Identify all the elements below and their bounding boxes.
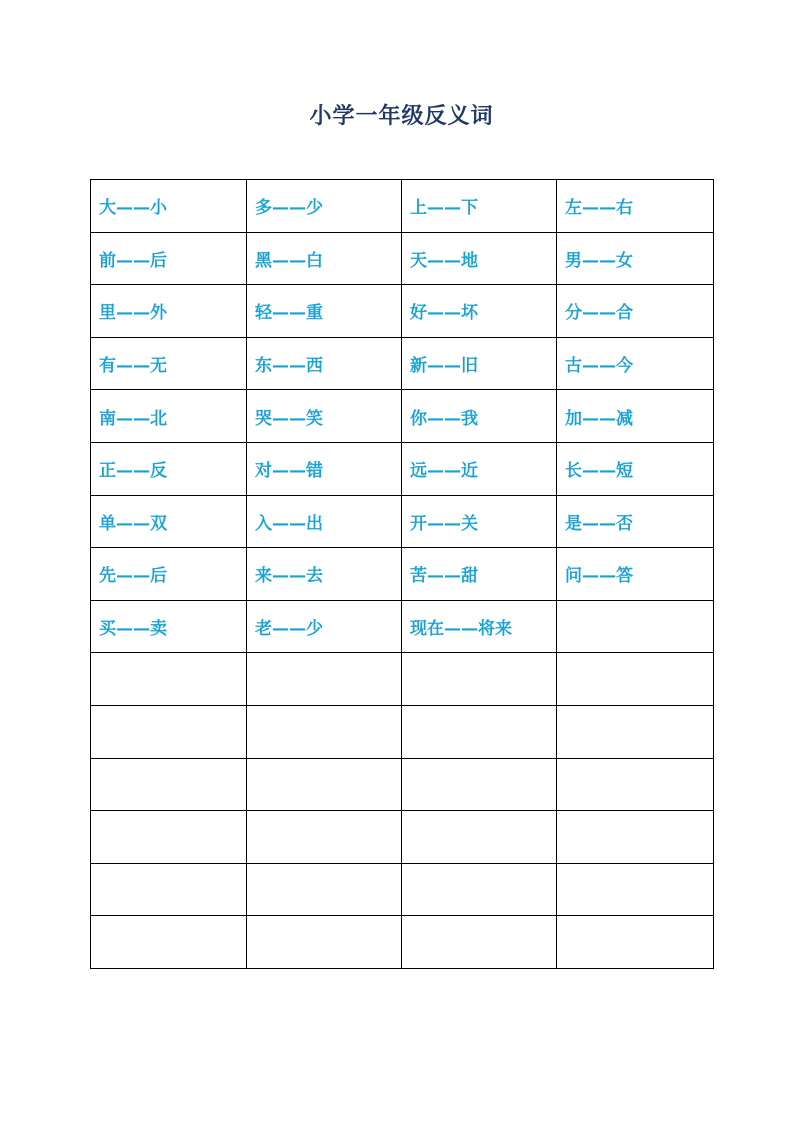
table-row: [91, 758, 714, 811]
antonym-pair-cell: [557, 863, 714, 916]
antonym-pair-cell: [247, 811, 402, 864]
antonym-pair-cell: [557, 811, 714, 864]
table-row: [91, 811, 714, 864]
table-row: [91, 863, 714, 916]
antonym-pair-cell: 先——后: [91, 548, 247, 601]
antonym-pair-cell: [91, 758, 247, 811]
antonym-pair-cell: [557, 600, 714, 653]
antonym-pair-cell: 轻——重: [247, 285, 402, 338]
antonym-pair-cell: [402, 653, 557, 706]
antonym-pair-cell: 天——地: [402, 232, 557, 285]
antonym-pair-cell: 开——关: [402, 495, 557, 548]
antonym-pair-cell: 你——我: [402, 390, 557, 443]
antonym-pair-cell: 男——女: [557, 232, 714, 285]
antonym-pair-cell: [247, 863, 402, 916]
table-row: [91, 548, 714, 601]
antonym-pair-cell: [91, 653, 247, 706]
antonym-pair-cell: 加——减: [557, 390, 714, 443]
antonym-pair-cell: [91, 916, 247, 969]
antonym-pair-cell: 来——去: [247, 548, 402, 601]
antonym-pair-cell: 单——双: [91, 495, 247, 548]
table-row: [91, 232, 714, 285]
antonym-pair-cell: [557, 705, 714, 758]
antonym-pair-cell: 好——坏: [402, 285, 557, 338]
table-row: [91, 600, 714, 653]
antonym-pair-cell: 有——无: [91, 337, 247, 390]
antonym-pair-cell: 东——西: [247, 337, 402, 390]
antonym-pair-cell: [247, 653, 402, 706]
antonym-pair-cell: 现在——将来: [402, 600, 557, 653]
antonym-pair-cell: 是——否: [557, 495, 714, 548]
table-row: [91, 390, 714, 443]
antonym-pair-cell: 新——旧: [402, 337, 557, 390]
antonym-pair-cell: [91, 811, 247, 864]
table-row: [91, 285, 714, 338]
antonym-pair-cell: 买——卖: [91, 600, 247, 653]
antonym-pair-cell: 长——短: [557, 442, 714, 495]
antonym-pair-cell: [247, 916, 402, 969]
antonym-pair-cell: 分——合: [557, 285, 714, 338]
antonym-pair-cell: [402, 863, 557, 916]
antonym-pair-cell: 前——后: [91, 232, 247, 285]
antonym-pair-cell: [557, 653, 714, 706]
antonym-pair-cell: 问——答: [557, 548, 714, 601]
antonym-pair-cell: 左——右: [557, 180, 714, 233]
antonym-pair-cell: [247, 758, 402, 811]
antonym-pair-cell: [557, 758, 714, 811]
antonym-pair-cell: [557, 916, 714, 969]
antonym-pair-cell: 黑——白: [247, 232, 402, 285]
antonym-pair-cell: 入——出: [247, 495, 402, 548]
antonym-pair-cell: 远——近: [402, 442, 557, 495]
antonym-pair-cell: 古——今: [557, 337, 714, 390]
antonym-pair-cell: [402, 811, 557, 864]
antonym-table-body: [91, 180, 714, 969]
table-row: [91, 337, 714, 390]
antonym-pair-cell: [91, 705, 247, 758]
table-row: [91, 705, 714, 758]
antonym-pair-cell: 正——反: [91, 442, 247, 495]
antonym-pair-cell: 老——少: [247, 600, 402, 653]
page-title: 小学一年级反义词: [309, 103, 494, 129]
table-row: [91, 180, 714, 233]
table-row: [91, 442, 714, 495]
table-row: [91, 653, 714, 706]
antonym-table: [90, 179, 714, 969]
antonym-pair-cell: 多——少: [247, 180, 402, 233]
antonym-pair-cell: [402, 916, 557, 969]
antonym-pair-cell: [247, 705, 402, 758]
antonym-pair-cell: [402, 705, 557, 758]
antonym-pair-cell: 对——错: [247, 442, 402, 495]
antonym-pair-cell: [91, 863, 247, 916]
table-row: [91, 495, 714, 548]
antonym-pair-cell: 里——外: [91, 285, 247, 338]
antonym-pair-cell: [402, 758, 557, 811]
antonym-pair-cell: 大——小: [91, 180, 247, 233]
antonym-pair-cell: 南——北: [91, 390, 247, 443]
antonym-pair-cell: 哭——笑: [247, 390, 402, 443]
antonym-pair-cell: 苦——甜: [402, 548, 557, 601]
antonym-pair-cell: 上——下: [402, 180, 557, 233]
table-row: [91, 916, 714, 969]
